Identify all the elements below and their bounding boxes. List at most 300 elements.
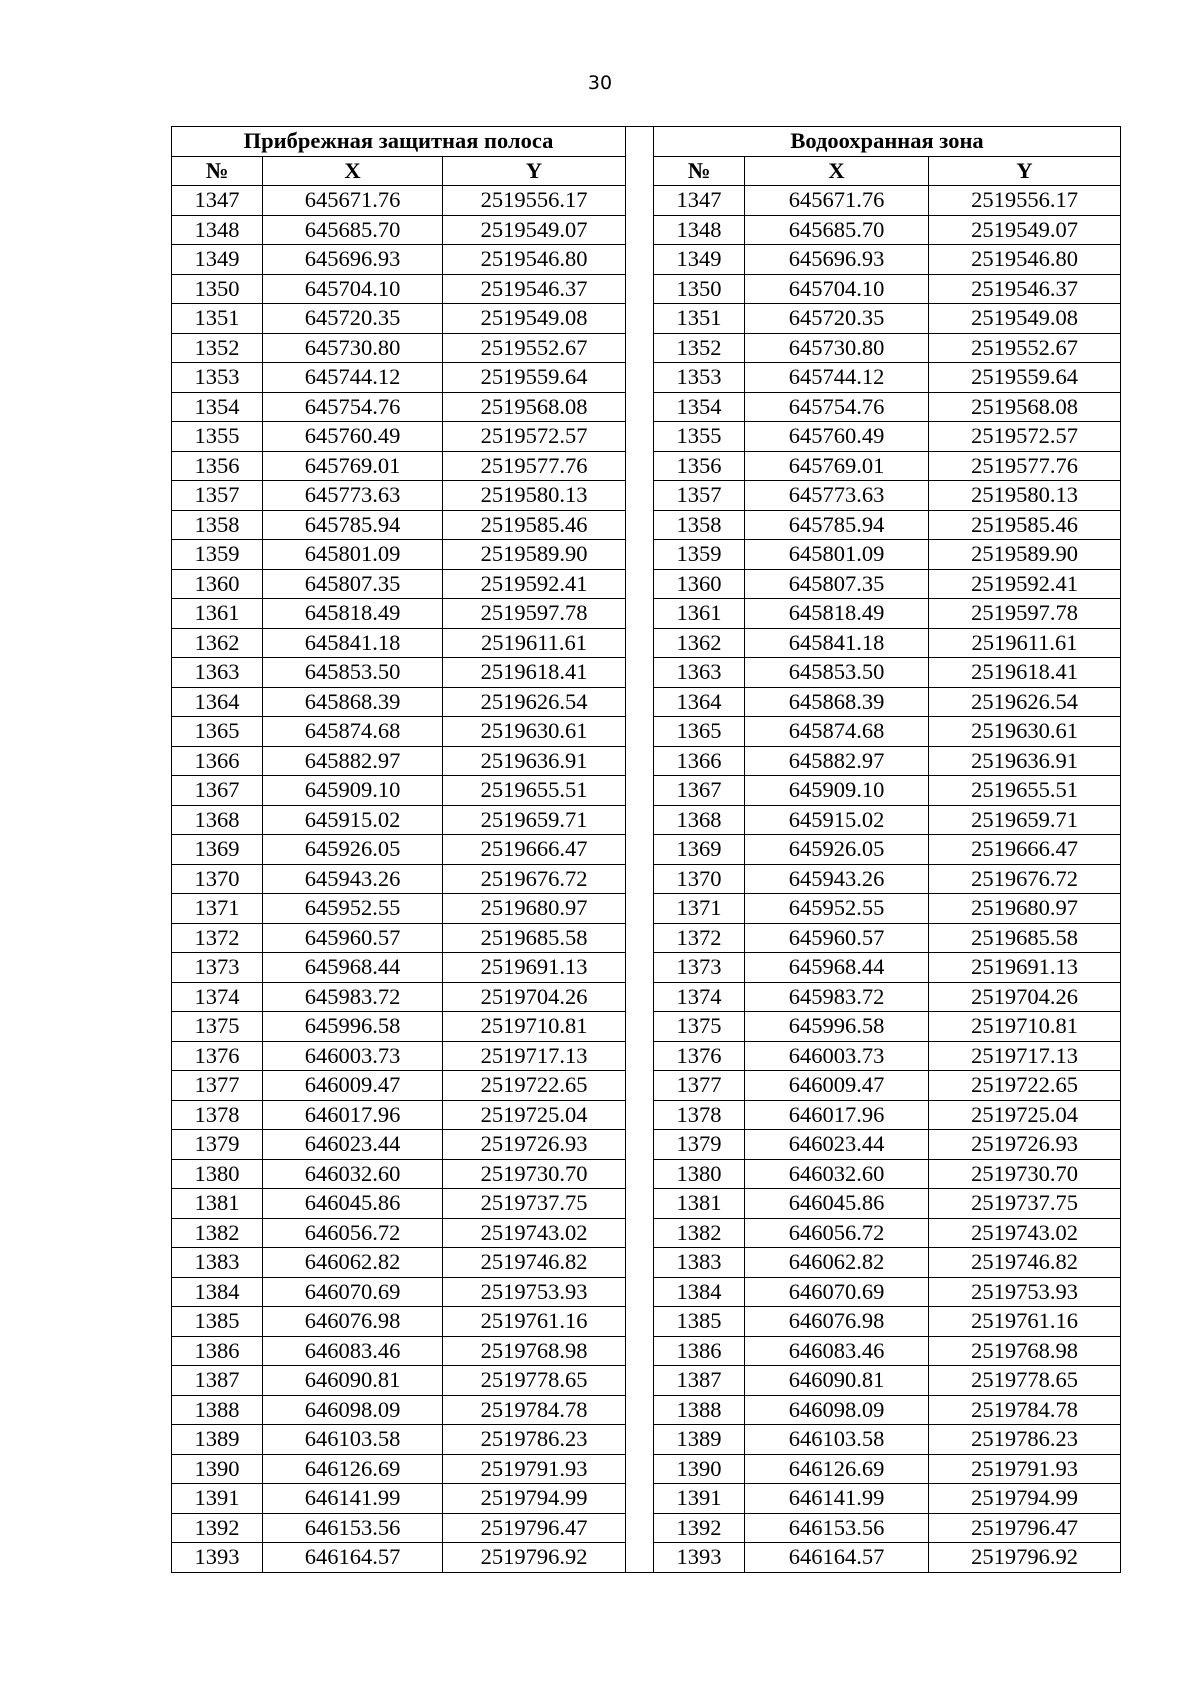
- left-point-number: 1356: [172, 451, 263, 481]
- left-point-number: 1391: [172, 1484, 263, 1514]
- right-x-coordinate: 646009.47: [745, 1071, 929, 1101]
- right-y-coordinate: 2519630.61: [929, 717, 1121, 747]
- table-row: [172, 1277, 1121, 1307]
- right-y-coordinate: 2519676.72: [929, 864, 1121, 894]
- table-row: [172, 215, 1121, 245]
- left-point-number: 1352: [172, 333, 263, 363]
- left-x-coordinate: 645909.10: [263, 776, 443, 806]
- left-x-coordinate: 646009.47: [263, 1071, 443, 1101]
- right-y-coordinate: 2519794.99: [929, 1484, 1121, 1514]
- right-point-number: 1384: [654, 1277, 745, 1307]
- left-y-coordinate: 2519726.93: [443, 1130, 626, 1160]
- right-y-coordinate: 2519549.08: [929, 304, 1121, 334]
- column-separator: [626, 1307, 654, 1337]
- column-separator: [626, 1100, 654, 1130]
- left-point-number: 1353: [172, 363, 263, 393]
- right-point-number: 1378: [654, 1100, 745, 1130]
- column-separator: [626, 1336, 654, 1366]
- right-point-number: 1388: [654, 1395, 745, 1425]
- right-y-coordinate: 2519568.08: [929, 392, 1121, 422]
- table-row: [172, 953, 1121, 983]
- table-row: [172, 599, 1121, 629]
- right-x-coordinate: 645960.57: [745, 923, 929, 953]
- left-x-coordinate: 645720.35: [263, 304, 443, 334]
- left-y-coordinate: 2519577.76: [443, 451, 626, 481]
- column-separator: [626, 274, 654, 304]
- right-y-coordinate: 2519552.67: [929, 333, 1121, 363]
- right-y-coordinate: 2519722.65: [929, 1071, 1121, 1101]
- right-x-coordinate: 645785.94: [745, 510, 929, 540]
- table-row: [172, 1484, 1121, 1514]
- right-point-number: 1381: [654, 1189, 745, 1219]
- column-separator: [626, 1543, 654, 1573]
- right-point-number: 1390: [654, 1454, 745, 1484]
- left-point-number: 1358: [172, 510, 263, 540]
- right-x-coordinate: 645801.09: [745, 540, 929, 570]
- right-x-coordinate: 645754.76: [745, 392, 929, 422]
- table-row: [172, 687, 1121, 717]
- right-x-coordinate: 645760.49: [745, 422, 929, 452]
- right-point-number: 1379: [654, 1130, 745, 1160]
- left-x-coordinate: 645841.18: [263, 628, 443, 658]
- left-point-number: 1387: [172, 1366, 263, 1396]
- left-y-coordinate: 2519546.80: [443, 245, 626, 275]
- column-separator: [626, 510, 654, 540]
- column-separator: [626, 894, 654, 924]
- right-point-number: 1352: [654, 333, 745, 363]
- right-x-coordinate: 646017.96: [745, 1100, 929, 1130]
- column-separator: [626, 1159, 654, 1189]
- column-separator: [626, 1366, 654, 1396]
- right-point-number: 1374: [654, 982, 745, 1012]
- right-y-coordinate: 2519546.37: [929, 274, 1121, 304]
- table-row: [172, 1307, 1121, 1337]
- column-separator: [626, 156, 654, 186]
- left-point-number: 1362: [172, 628, 263, 658]
- left-y-coordinate: 2519666.47: [443, 835, 626, 865]
- left-x-coordinate: 646164.57: [263, 1543, 443, 1573]
- left-point-number: 1393: [172, 1543, 263, 1573]
- left-y-coordinate: 2519655.51: [443, 776, 626, 806]
- left-y-coordinate: 2519786.23: [443, 1425, 626, 1455]
- left-x-coordinate: 645943.26: [263, 864, 443, 894]
- right-y-coordinate: 2519572.57: [929, 422, 1121, 452]
- right-point-number: 1363: [654, 658, 745, 688]
- left-x-coordinate: 646045.86: [263, 1189, 443, 1219]
- right-y-coordinate: 2519791.93: [929, 1454, 1121, 1484]
- left-y-coordinate: 2519722.65: [443, 1071, 626, 1101]
- left-x-coordinate: 645730.80: [263, 333, 443, 363]
- right-x-coordinate: 645909.10: [745, 776, 929, 806]
- left-y-coordinate: 2519794.99: [443, 1484, 626, 1514]
- right-y-coordinate: 2519636.91: [929, 746, 1121, 776]
- table-row: [172, 805, 1121, 835]
- left-point-number: 1377: [172, 1071, 263, 1101]
- right-y-coordinate: 2519796.47: [929, 1513, 1121, 1543]
- right-point-number: 1364: [654, 687, 745, 717]
- column-separator: [626, 1513, 654, 1543]
- right-y-coordinate: 2519796.92: [929, 1543, 1121, 1573]
- left-y-coordinate: 2519626.54: [443, 687, 626, 717]
- right-point-number: 1353: [654, 363, 745, 393]
- left-x-coordinate: 645952.55: [263, 894, 443, 924]
- left-y-coordinate: 2519778.65: [443, 1366, 626, 1396]
- table-row: [172, 1218, 1121, 1248]
- left-point-number: 1373: [172, 953, 263, 983]
- left-y-coordinate: 2519597.78: [443, 599, 626, 629]
- right-y-coordinate: 2519725.04: [929, 1100, 1121, 1130]
- left-y-coordinate: 2519572.57: [443, 422, 626, 452]
- right-table-title: Водоохранная зона: [654, 127, 1121, 157]
- left-point-number: 1382: [172, 1218, 263, 1248]
- left-x-coordinate: 645915.02: [263, 805, 443, 835]
- right-y-coordinate: 2519743.02: [929, 1218, 1121, 1248]
- right-x-coordinate: 645807.35: [745, 569, 929, 599]
- right-y-coordinate: 2519768.98: [929, 1336, 1121, 1366]
- left-point-number: 1367: [172, 776, 263, 806]
- left-x-coordinate: 645744.12: [263, 363, 443, 393]
- right-y-coordinate: 2519746.82: [929, 1248, 1121, 1278]
- left-x-coordinate: 645996.58: [263, 1012, 443, 1042]
- left-y-coordinate: 2519730.70: [443, 1159, 626, 1189]
- column-separator: [626, 1277, 654, 1307]
- table-row: [172, 1189, 1121, 1219]
- table-row: [172, 1159, 1121, 1189]
- left-point-number: 1386: [172, 1336, 263, 1366]
- right-x-coordinate: 646083.46: [745, 1336, 929, 1366]
- table-row: [172, 186, 1121, 216]
- left-y-coordinate: 2519630.61: [443, 717, 626, 747]
- right-point-number: 1348: [654, 215, 745, 245]
- left-point-number: 1372: [172, 923, 263, 953]
- table-row: [172, 422, 1121, 452]
- table-row: [172, 1071, 1121, 1101]
- left-x-coordinate: 645926.05: [263, 835, 443, 865]
- right-x-coordinate: 646062.82: [745, 1248, 929, 1278]
- left-y-coordinate: 2519704.26: [443, 982, 626, 1012]
- column-separator: [626, 451, 654, 481]
- right-x-coordinate: 646070.69: [745, 1277, 929, 1307]
- left-header-x: X: [263, 156, 443, 186]
- left-y-coordinate: 2519556.17: [443, 186, 626, 216]
- table-row: [172, 982, 1121, 1012]
- table-row: [172, 1012, 1121, 1042]
- right-point-number: 1386: [654, 1336, 745, 1366]
- column-separator: [626, 569, 654, 599]
- left-y-coordinate: 2519552.67: [443, 333, 626, 363]
- right-point-number: 1389: [654, 1425, 745, 1455]
- left-x-coordinate: 645760.49: [263, 422, 443, 452]
- right-y-coordinate: 2519546.80: [929, 245, 1121, 275]
- left-y-coordinate: 2519589.90: [443, 540, 626, 570]
- table-row: [172, 245, 1121, 275]
- left-x-coordinate: 646103.58: [263, 1425, 443, 1455]
- column-separator: [626, 186, 654, 216]
- left-x-coordinate: 645868.39: [263, 687, 443, 717]
- left-point-number: 1380: [172, 1159, 263, 1189]
- left-x-coordinate: 645696.93: [263, 245, 443, 275]
- left-point-number: 1381: [172, 1189, 263, 1219]
- right-y-coordinate: 2519786.23: [929, 1425, 1121, 1455]
- left-x-coordinate: 645685.70: [263, 215, 443, 245]
- left-point-number: 1365: [172, 717, 263, 747]
- column-separator: [626, 422, 654, 452]
- right-y-coordinate: 2519585.46: [929, 510, 1121, 540]
- left-point-number: 1348: [172, 215, 263, 245]
- right-y-coordinate: 2519618.41: [929, 658, 1121, 688]
- right-y-coordinate: 2519753.93: [929, 1277, 1121, 1307]
- right-point-number: 1359: [654, 540, 745, 570]
- table-title-row: [172, 127, 1121, 157]
- left-y-coordinate: 2519636.91: [443, 746, 626, 776]
- coordinates-table: [171, 126, 1121, 1573]
- left-y-coordinate: 2519761.16: [443, 1307, 626, 1337]
- column-separator: [626, 746, 654, 776]
- right-x-coordinate: 645952.55: [745, 894, 929, 924]
- left-x-coordinate: 646070.69: [263, 1277, 443, 1307]
- right-y-coordinate: 2519577.76: [929, 451, 1121, 481]
- right-y-coordinate: 2519597.78: [929, 599, 1121, 629]
- right-x-coordinate: 646076.98: [745, 1307, 929, 1337]
- right-point-number: 1385: [654, 1307, 745, 1337]
- table-row: [172, 481, 1121, 511]
- table-row: [172, 1336, 1121, 1366]
- left-x-coordinate: 645983.72: [263, 982, 443, 1012]
- left-point-number: 1379: [172, 1130, 263, 1160]
- table-row: [172, 1425, 1121, 1455]
- right-x-coordinate: 645730.80: [745, 333, 929, 363]
- column-separator: [626, 628, 654, 658]
- left-point-number: 1361: [172, 599, 263, 629]
- left-x-coordinate: 646098.09: [263, 1395, 443, 1425]
- left-x-coordinate: 646023.44: [263, 1130, 443, 1160]
- left-point-number: 1363: [172, 658, 263, 688]
- column-separator: [626, 333, 654, 363]
- table-row: [172, 1513, 1121, 1543]
- left-y-coordinate: 2519680.97: [443, 894, 626, 924]
- table-row: [172, 540, 1121, 570]
- left-point-number: 1360: [172, 569, 263, 599]
- left-x-coordinate: 645754.76: [263, 392, 443, 422]
- right-x-coordinate: 646153.56: [745, 1513, 929, 1543]
- column-separator: [626, 923, 654, 953]
- column-separator: [626, 717, 654, 747]
- right-x-coordinate: 645874.68: [745, 717, 929, 747]
- right-point-number: 1391: [654, 1484, 745, 1514]
- right-y-coordinate: 2519611.61: [929, 628, 1121, 658]
- column-separator: [626, 835, 654, 865]
- right-y-coordinate: 2519666.47: [929, 835, 1121, 865]
- left-table-title: Прибрежная защитная полоса: [172, 127, 626, 157]
- left-point-number: 1374: [172, 982, 263, 1012]
- column-separator: [626, 953, 654, 983]
- right-x-coordinate: 645915.02: [745, 805, 929, 835]
- left-point-number: 1357: [172, 481, 263, 511]
- left-x-coordinate: 645818.49: [263, 599, 443, 629]
- right-x-coordinate: 645943.26: [745, 864, 929, 894]
- right-point-number: 1365: [654, 717, 745, 747]
- right-header-x: X: [745, 156, 929, 186]
- right-x-coordinate: 645983.72: [745, 982, 929, 1012]
- left-point-number: 1390: [172, 1454, 263, 1484]
- left-y-coordinate: 2519549.07: [443, 215, 626, 245]
- right-y-coordinate: 2519730.70: [929, 1159, 1121, 1189]
- right-y-coordinate: 2519659.71: [929, 805, 1121, 835]
- table-row: [172, 658, 1121, 688]
- right-x-coordinate: 646164.57: [745, 1543, 929, 1573]
- table-row: [172, 776, 1121, 806]
- left-x-coordinate: 646083.46: [263, 1336, 443, 1366]
- left-header-number: №: [172, 156, 263, 186]
- column-separator: [626, 1454, 654, 1484]
- column-separator: [626, 363, 654, 393]
- left-x-coordinate: 646017.96: [263, 1100, 443, 1130]
- left-y-coordinate: 2519791.93: [443, 1454, 626, 1484]
- table-row: [172, 1041, 1121, 1071]
- left-x-coordinate: 646032.60: [263, 1159, 443, 1189]
- right-x-coordinate: 645841.18: [745, 628, 929, 658]
- right-point-number: 1351: [654, 304, 745, 334]
- left-x-coordinate: 646153.56: [263, 1513, 443, 1543]
- left-point-number: 1384: [172, 1277, 263, 1307]
- right-y-coordinate: 2519580.13: [929, 481, 1121, 511]
- left-point-number: 1385: [172, 1307, 263, 1337]
- left-y-coordinate: 2519546.37: [443, 274, 626, 304]
- left-point-number: 1376: [172, 1041, 263, 1071]
- right-point-number: 1380: [654, 1159, 745, 1189]
- right-x-coordinate: 645671.76: [745, 186, 929, 216]
- right-header-number: №: [654, 156, 745, 186]
- table-row: [172, 717, 1121, 747]
- table-row: [172, 835, 1121, 865]
- left-point-number: 1389: [172, 1425, 263, 1455]
- right-y-coordinate: 2519589.90: [929, 540, 1121, 570]
- left-y-coordinate: 2519585.46: [443, 510, 626, 540]
- right-y-coordinate: 2519761.16: [929, 1307, 1121, 1337]
- right-x-coordinate: 645868.39: [745, 687, 929, 717]
- right-y-coordinate: 2519559.64: [929, 363, 1121, 393]
- column-separator: [626, 1012, 654, 1042]
- right-point-number: 1373: [654, 953, 745, 983]
- right-point-number: 1349: [654, 245, 745, 275]
- right-point-number: 1357: [654, 481, 745, 511]
- column-separator: [626, 982, 654, 1012]
- right-point-number: 1375: [654, 1012, 745, 1042]
- left-point-number: 1364: [172, 687, 263, 717]
- right-point-number: 1356: [654, 451, 745, 481]
- right-x-coordinate: 646098.09: [745, 1395, 929, 1425]
- left-point-number: 1392: [172, 1513, 263, 1543]
- left-y-coordinate: 2519580.13: [443, 481, 626, 511]
- column-separator: [626, 1071, 654, 1101]
- right-y-coordinate: 2519685.58: [929, 923, 1121, 953]
- right-x-coordinate: 645704.10: [745, 274, 929, 304]
- column-separator: [626, 864, 654, 894]
- right-y-coordinate: 2519717.13: [929, 1041, 1121, 1071]
- column-separator: [626, 1395, 654, 1425]
- left-y-coordinate: 2519618.41: [443, 658, 626, 688]
- left-point-number: 1375: [172, 1012, 263, 1042]
- left-y-coordinate: 2519592.41: [443, 569, 626, 599]
- right-x-coordinate: 646045.86: [745, 1189, 929, 1219]
- table-row: [172, 628, 1121, 658]
- left-point-number: 1369: [172, 835, 263, 865]
- left-x-coordinate: 646141.99: [263, 1484, 443, 1514]
- right-point-number: 1354: [654, 392, 745, 422]
- table-row: [172, 274, 1121, 304]
- left-y-coordinate: 2519743.02: [443, 1218, 626, 1248]
- left-y-coordinate: 2519746.82: [443, 1248, 626, 1278]
- table-row: [172, 333, 1121, 363]
- left-point-number: 1354: [172, 392, 263, 422]
- table-row: [172, 1395, 1121, 1425]
- column-separator: [626, 245, 654, 275]
- table-row: [172, 304, 1121, 334]
- right-x-coordinate: 645882.97: [745, 746, 929, 776]
- left-y-coordinate: 2519659.71: [443, 805, 626, 835]
- page-number: 30: [587, 72, 613, 94]
- table-row: [172, 363, 1121, 393]
- column-separator: [626, 658, 654, 688]
- right-x-coordinate: 646103.58: [745, 1425, 929, 1455]
- table-row: [172, 1100, 1121, 1130]
- table-header-row: [172, 156, 1121, 186]
- table-row: [172, 1366, 1121, 1396]
- left-y-coordinate: 2519691.13: [443, 953, 626, 983]
- left-x-coordinate: 645874.68: [263, 717, 443, 747]
- right-y-coordinate: 2519784.78: [929, 1395, 1121, 1425]
- left-x-coordinate: 645807.35: [263, 569, 443, 599]
- column-separator: [626, 1484, 654, 1514]
- left-point-number: 1368: [172, 805, 263, 835]
- table-row: [172, 392, 1121, 422]
- right-point-number: 1383: [654, 1248, 745, 1278]
- left-y-coordinate: 2519796.47: [443, 1513, 626, 1543]
- right-point-number: 1393: [654, 1543, 745, 1573]
- column-separator: [626, 127, 654, 157]
- right-x-coordinate: 645696.93: [745, 245, 929, 275]
- right-x-coordinate: 646003.73: [745, 1041, 929, 1071]
- left-point-number: 1350: [172, 274, 263, 304]
- right-x-coordinate: 646023.44: [745, 1130, 929, 1160]
- right-point-number: 1376: [654, 1041, 745, 1071]
- left-x-coordinate: 646003.73: [263, 1041, 443, 1071]
- right-point-number: 1368: [654, 805, 745, 835]
- right-point-number: 1392: [654, 1513, 745, 1543]
- table-row: [172, 864, 1121, 894]
- table-row: [172, 1543, 1121, 1573]
- column-separator: [626, 599, 654, 629]
- right-y-coordinate: 2519778.65: [929, 1366, 1121, 1396]
- column-separator: [626, 1218, 654, 1248]
- left-x-coordinate: 645968.44: [263, 953, 443, 983]
- left-point-number: 1383: [172, 1248, 263, 1278]
- left-x-coordinate: 646126.69: [263, 1454, 443, 1484]
- left-x-coordinate: 646090.81: [263, 1366, 443, 1396]
- right-x-coordinate: 646090.81: [745, 1366, 929, 1396]
- right-x-coordinate: 646126.69: [745, 1454, 929, 1484]
- left-x-coordinate: 645671.76: [263, 186, 443, 216]
- right-point-number: 1347: [654, 186, 745, 216]
- left-y-coordinate: 2519784.78: [443, 1395, 626, 1425]
- right-point-number: 1355: [654, 422, 745, 452]
- column-separator: [626, 776, 654, 806]
- right-point-number: 1387: [654, 1366, 745, 1396]
- left-point-number: 1366: [172, 746, 263, 776]
- column-separator: [626, 540, 654, 570]
- left-x-coordinate: 645801.09: [263, 540, 443, 570]
- right-point-number: 1369: [654, 835, 745, 865]
